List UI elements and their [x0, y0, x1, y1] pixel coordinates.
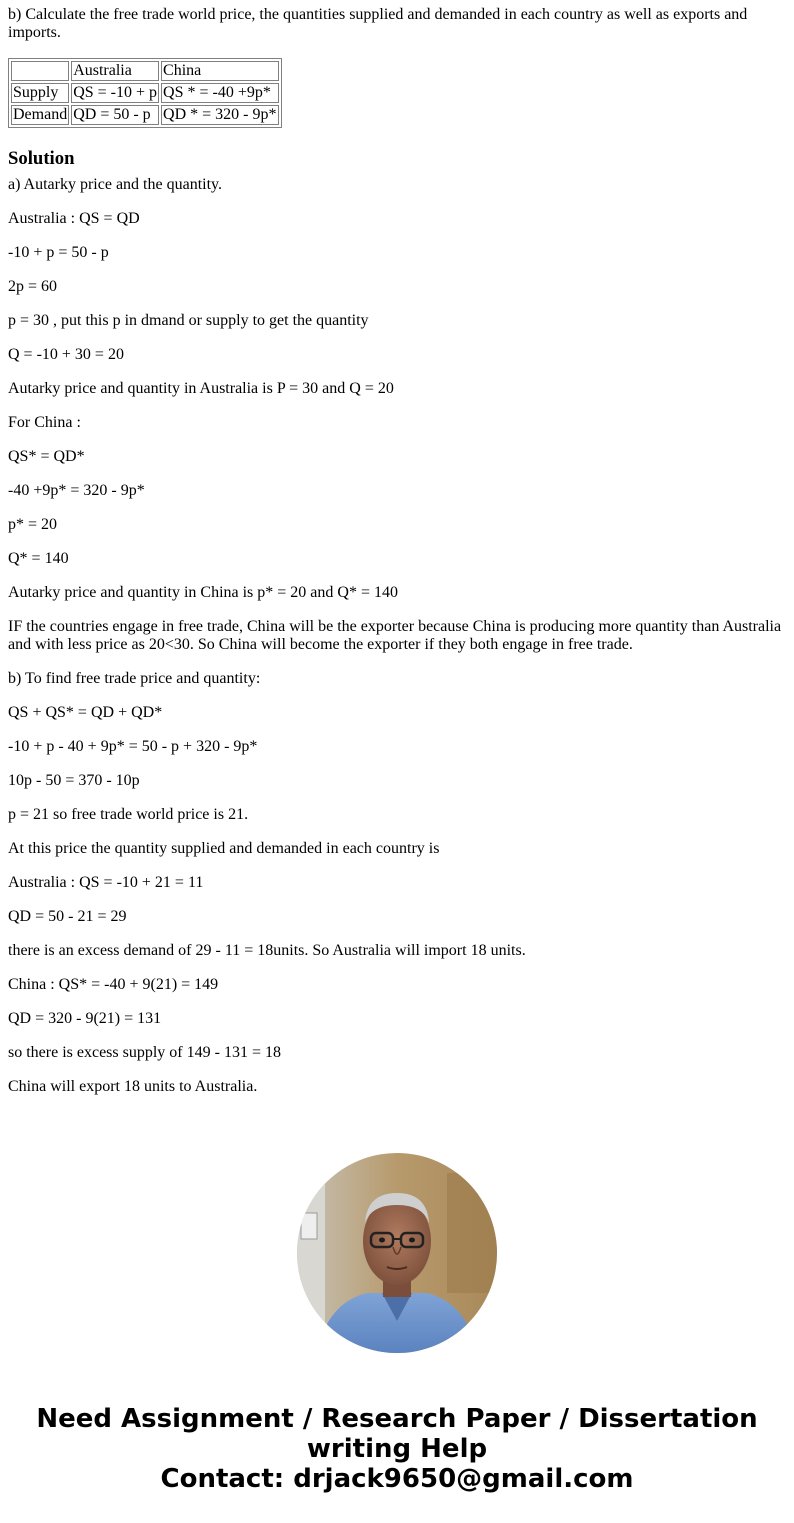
solution-line: IF the countries engage in free trade, China will be the exporter because China is producing more quantity than Australia and with less price as 20<30. So China will become the exporter if they both engage in free trade. [8, 618, 782, 653]
solution-line: Q = -10 + 30 = 20 [8, 346, 124, 363]
solution-line: QS + QS* = QD + QD* [8, 704, 163, 721]
solution-line: Autarky price and quantity in Australia is P = 30 and Q = 20 [8, 380, 394, 397]
supply-demand-table [8, 58, 282, 128]
author-photo [297, 1153, 497, 1353]
solution-line: China : QS* = -40 + 9(21) = 149 [8, 976, 219, 993]
solution-line: -10 + p - 40 + 9p* = 50 - p + 320 - 9p* [8, 738, 258, 755]
promo-banner [0, 1404, 794, 1494]
promo-contact: Contact: drjack9650@gmail.com [160, 1464, 634, 1494]
table-cell: QD = 50 - p [71, 105, 159, 125]
solution-line: Q* = 140 [8, 550, 69, 567]
table-header-cell [11, 61, 69, 81]
table-row [11, 83, 279, 103]
solution-heading: Solution [8, 148, 75, 169]
solution-line: For China : [8, 414, 81, 431]
solution-line: -10 + p = 50 - p [8, 244, 109, 261]
solution-line: 2p = 60 [8, 278, 58, 295]
solution-line: QD = 320 - 9(21) = 131 [8, 1010, 162, 1027]
solution-line: Autarky price and quantity in China is p* = 20 and Q* = 140 [8, 584, 398, 601]
solution-line: p = 30 , put this p in dmand or supply to get the quantity [8, 312, 369, 329]
table-cell: Demand [13, 106, 68, 123]
table-cell: Supply [11, 83, 69, 103]
table-cell: QS * = -40 +9p* [161, 83, 278, 103]
solution-line: QS* = QD* [8, 448, 85, 465]
table-header-cell: Australia [71, 61, 159, 81]
table-cell: QS = -10 + p [73, 84, 158, 101]
solution-line: p* = 20 [8, 516, 58, 533]
solution-line: b) To find free trade price and quantity: [8, 670, 261, 687]
solution-line: At this price the quantity supplied and demanded in each country is [8, 840, 440, 857]
solution-line: there is an excess demand of 29 - 11 = 18units. So Australia will import 18 units. [8, 942, 526, 959]
solution-line: p = 21 so free trade world price is 21. [8, 806, 249, 823]
solution-line: so there is excess supply of 149 - 131 = 18 [8, 1044, 281, 1061]
solution-line: 10p - 50 = 370 - 10p [8, 772, 140, 789]
solution-line: Australia : QS = -10 + 21 = 11 [8, 874, 204, 891]
table-row [11, 105, 279, 125]
document-body [8, 6, 786, 1112]
table-cell: QD * = 320 - 9p* [163, 106, 277, 123]
table-header-row [11, 61, 279, 81]
promo-line: Need Assignment / Research Paper / Dissertation [36, 1404, 758, 1434]
table-header-cell: China [161, 61, 278, 81]
solution-line: QD = 50 - 21 = 29 [8, 908, 127, 925]
promo-line: writing Help [306, 1434, 488, 1464]
solution-lines [8, 176, 786, 1096]
solution-line: China will export 18 units to Australia. [8, 1078, 258, 1095]
question-text: b) Calculate the free trade world price, the quantities supplied and demanded in each country as well as exports and imports. [8, 6, 748, 41]
solution-line: Australia : QS = QD [8, 210, 140, 227]
author-photo-image [297, 1153, 497, 1353]
solution-line: -40 +9p* = 320 - 9p* [8, 482, 145, 499]
solution-line: a) Autarky price and the quantity. [8, 176, 222, 193]
